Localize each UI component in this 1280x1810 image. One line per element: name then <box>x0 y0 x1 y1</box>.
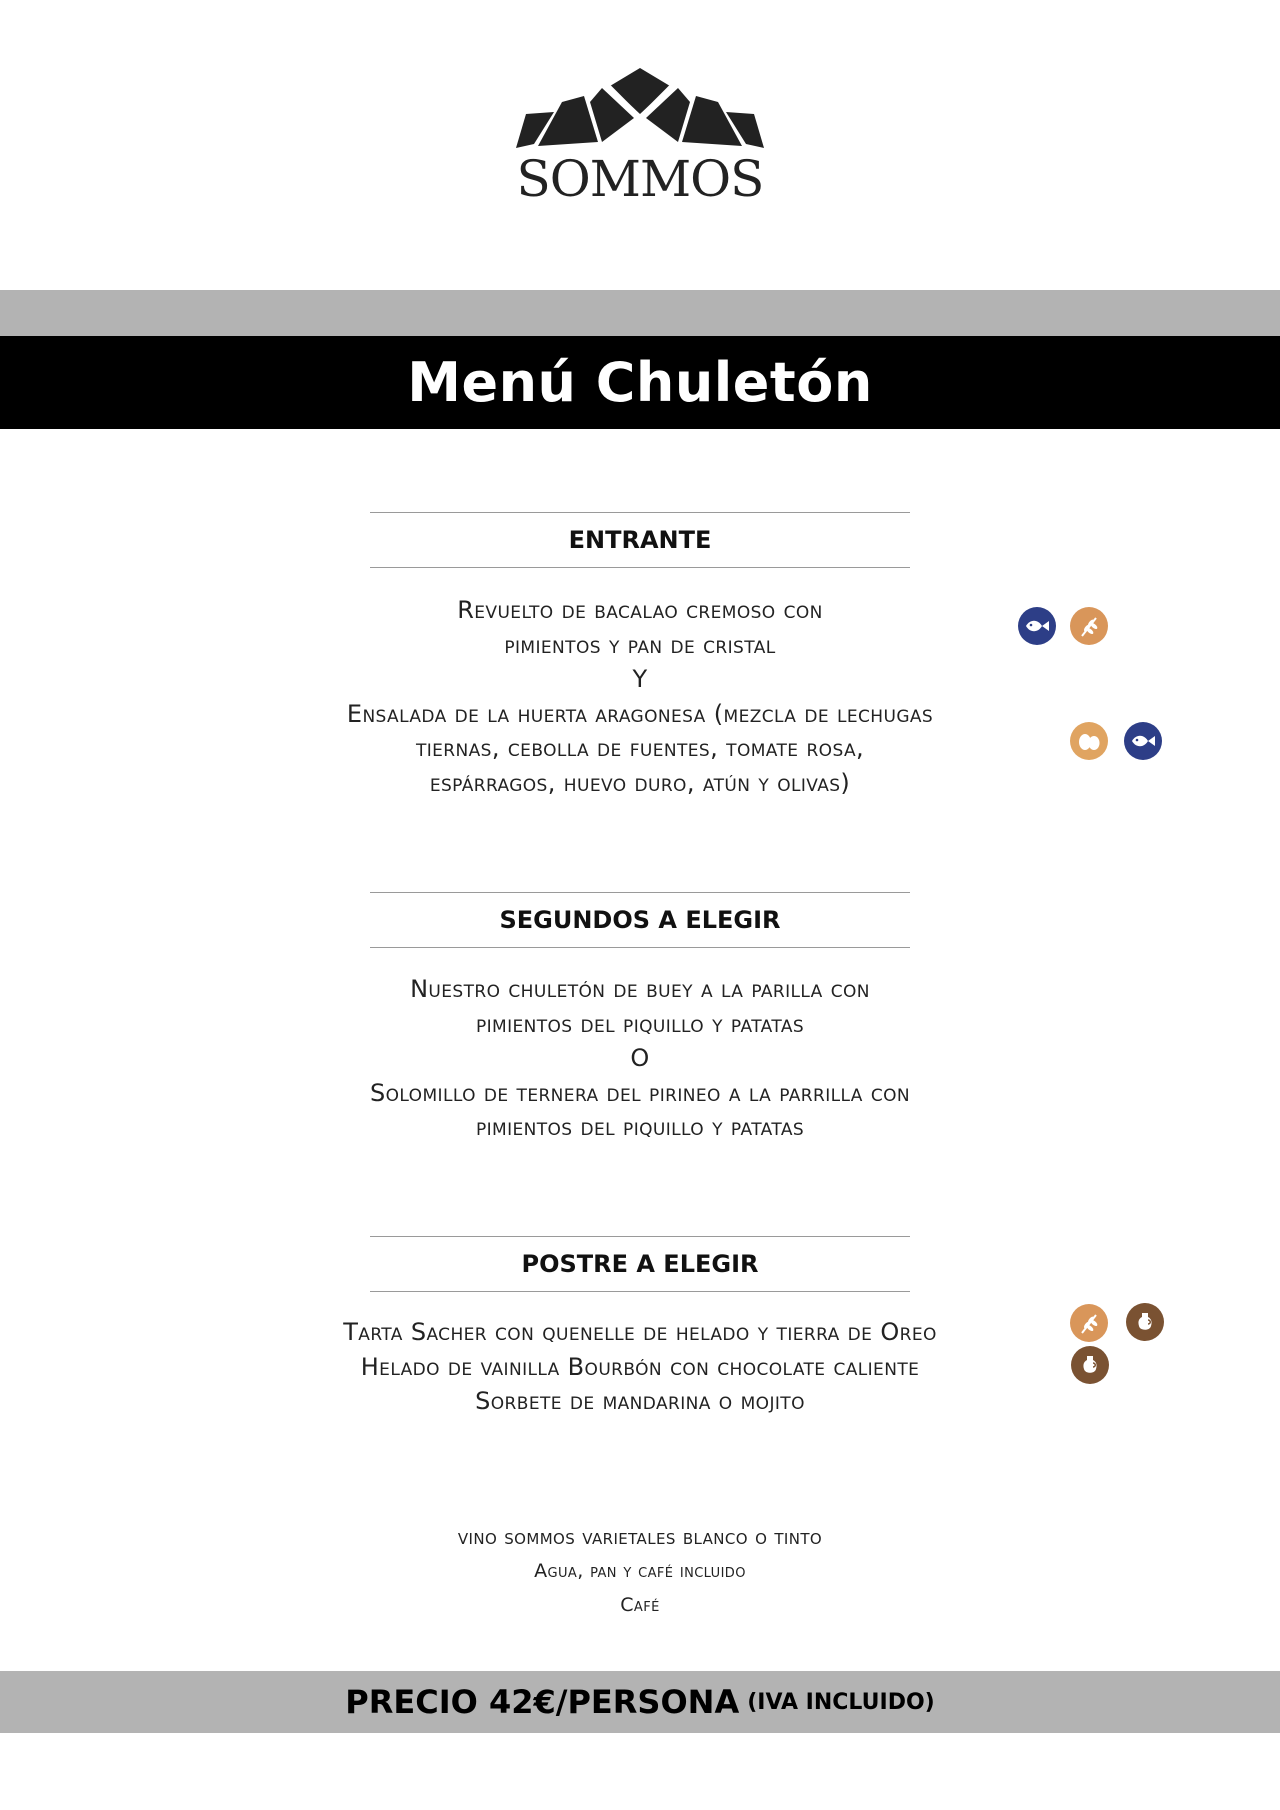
header-grey-band <box>0 290 1280 336</box>
gluten-icon <box>1070 607 1108 645</box>
dish-line: espárragos, huevo duro, atún y olivas) <box>429 768 851 797</box>
milk-icon <box>1126 1303 1164 1341</box>
section-heading-text: POSTRE A ELEGIR <box>521 1250 759 1278</box>
price-vat-note: (IVA INCLUIDO) <box>747 1689 935 1715</box>
dish-line: Tarta Sacher con quenelle de helado y tierra de Oreo <box>343 1318 937 1346</box>
price-band <box>0 1671 1280 1733</box>
dish-line: Helado de vainilla Bourbón con chocolate caliente <box>360 1352 920 1381</box>
dish-line: Nuestro chuletón de buey a la parilla con <box>410 975 870 1003</box>
title-band <box>0 336 1280 429</box>
dish-line: Ensalada de la huerta aragonesa (mezcla de lechugas <box>346 699 934 728</box>
entrante-dishes <box>200 593 1080 800</box>
dish-line: pimientos y pan de cristal <box>504 630 776 659</box>
dish-line: Revuelto de bacalao cremoso con <box>457 596 823 624</box>
dish-line: pimientos del piquillo y patatas <box>475 1009 805 1038</box>
dish-separator: O <box>630 1044 650 1072</box>
dish-line: Solomillo de ternera del pirineo a la parrilla con <box>370 1078 910 1107</box>
coffee-line: Café <box>620 1594 660 1616</box>
menu-title: Menú Chuletón <box>407 351 873 414</box>
fish-icon <box>1018 607 1056 645</box>
section-heading-text: ENTRANTE <box>568 526 712 554</box>
logo-roof-shape <box>510 62 770 152</box>
dish-line: tiernas, cebolla de fuentes, tomate rosa, <box>415 734 865 762</box>
gluten-icon <box>1070 1304 1108 1342</box>
menu-extras <box>200 1520 1080 1622</box>
fish-icon <box>1124 722 1162 760</box>
egg-icon <box>1070 722 1108 760</box>
section-heading-postre <box>370 1236 910 1292</box>
water-bread-coffee-line: Agua, pan y café incluido <box>534 1560 746 1582</box>
milk-icon <box>1071 1346 1109 1384</box>
section-heading-text: SEGUNDOS A ELEGIR <box>499 906 781 934</box>
dish-line: Sorbete de mandarina o mojito <box>475 1387 805 1415</box>
sommos-logo <box>510 62 770 212</box>
dish-line: pimientos del piquillo y patatas <box>475 1113 805 1141</box>
section-heading-entrante <box>370 512 910 568</box>
dish-separator: Y <box>632 665 648 693</box>
section-heading-segundos <box>370 892 910 948</box>
postre-dishes <box>200 1315 1080 1419</box>
wine-line: vino sommos varietales blanco o tinto <box>457 1525 823 1549</box>
segundos-dishes <box>200 972 1080 1145</box>
price-text: PRECIO 42€/PERSONA <box>345 1683 740 1721</box>
brand-name: SOMMOS <box>516 150 764 208</box>
